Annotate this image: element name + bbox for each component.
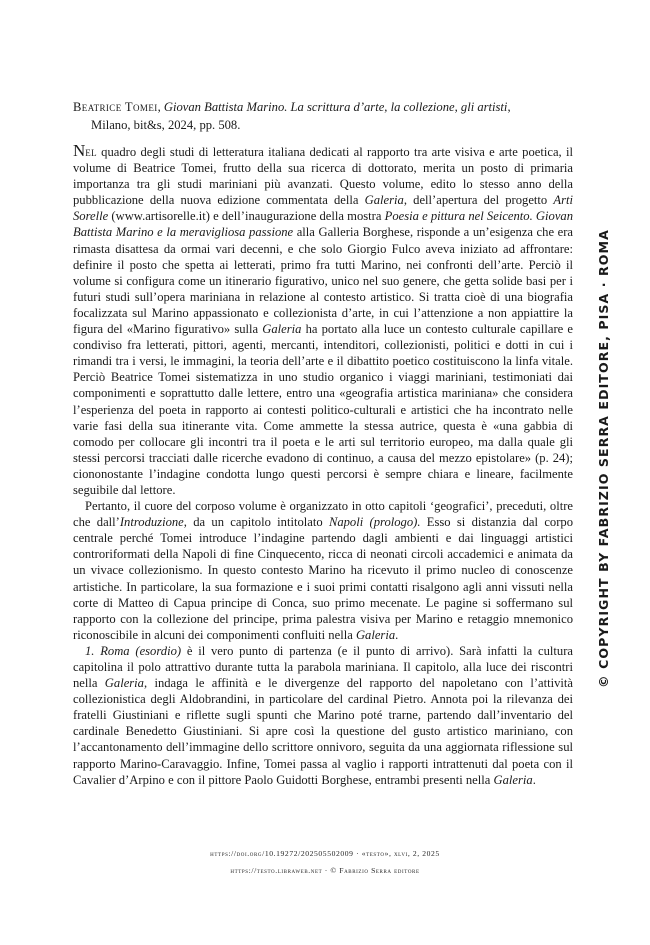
italic-title: Introduzione bbox=[119, 515, 184, 530]
publisher-footer: https://testo.libraweb.net · © Fabrizio Serra editore bbox=[230, 866, 420, 875]
text-run: (www.artisorelle.it) e dell’inaugurazione della mostra bbox=[108, 209, 385, 224]
italic-title: Poesia e pittura nel Seicento. Giovan Battista Marino e la meravigliosa passione bbox=[73, 209, 574, 240]
text-run: Esso si distanzia dal corpo centrale perché Tomei introduce l’indagine partendo dagli ambienti e dai linguaggi artistici controriformati della Napoli di fine Cinquecento, ricca di neonati circoli accademici e animata da un vivace collezionismo. In questo contesto Marino ha ricevuto il primo nucleo di conoscenze artistiche. In particolare, la sua formazione e i suoi primi contatti risalgono agli anni vissuti nella corte di Matteo di Capua principe di Conca, suo primo mecenate. Le pagine si soffermano sul rapporto con la collezione del principe, prima palestra visiva per Marino e retaggio mnemonico riconoscibile in alcuni dei componimenti confluiti nella bbox=[73, 515, 573, 642]
italic-title: Galeria bbox=[104, 676, 144, 691]
citation-separator: , bbox=[157, 100, 164, 114]
text-run: ha portato alla luce un contesto culturale capillare e condiviso fra letterati, pittori, agenti, mercanti, intenditori, collezionisti, politici e dotti in cui i rimandi tra i versi, le immagini, la teoria dell’arte e il dibattito poetico costituiscono la linfa vitale. Perciò Beatrice Tomei sistematizza in uno studio organico i viaggi mariniani, testimoniati dai componimenti e soprattutto dalle lettere, entro una «geografia artistica mariniana» che considera l’esperienza del poeta in rapporto ai contesti politico-culturali e artistici che ha incontrato nelle varie fasi della sua itinerante vita. Come ammette la stessa autrice, questa è «una gabbia di comodo per collocare gli incontri tra il poeta e le arti sul territorio europeo, ma dalla quale gli stessi percorsi tracciati dalle ricerche evadono di continuo, a causa del mezzo epistolare» (p. 24); ciononostante l’indagine condotta lungo questi percorsi è sempre chiara e lineare, facilmente seguibile dal lettore. bbox=[73, 322, 573, 497]
italic-title: Galeria bbox=[493, 772, 533, 787]
citation-author: Beatrice Tomei bbox=[73, 100, 158, 114]
paragraph-2 bbox=[73, 498, 573, 643]
italic-title: Galeria bbox=[364, 193, 404, 208]
chapter-heading: 1. Roma (esordio) bbox=[85, 643, 182, 658]
text-run: è il vero punto di partenza (e il punto di arrivo). Sarà infatti la cultura capitolina il polo attrattivo durante tutta la parabola mariniana. Il capitolo, alla luce dei riscontri nella bbox=[73, 643, 573, 691]
text-run: , da un capitolo intitolato bbox=[183, 515, 329, 530]
doi-footer: https://doi.org/10.19272/202505502009 · «testo», xlvi, 2, 2025 bbox=[210, 849, 440, 858]
citation-separator: , bbox=[507, 100, 511, 114]
text-run: quadro degli studi di letteratura italiana dedicati al rapporto tra arte visiva e arte poetica, il volume di Beatrice Tomei, frutto della sua ricerca di dottorato, merita un posto di primaria importanza tra gli studi mariniani più avanzati. Questo volume, edito lo stesso anno della pubblicazione della nuova edizione commentata della bbox=[73, 145, 573, 208]
text-run: , dell’apertura del progetto bbox=[403, 193, 554, 208]
paragraph-3 bbox=[73, 643, 573, 788]
text-run: , indaga le affinità e le divergenze del rapporto del napoletano con l’attività collezionistica degli Aldobrandini, in particolare del cardinal Pietro. Annota poi la rilevanza dei fratelli Giustiniani e riflette sugli spunti che Marino poté trarne, partendo dall’inventario del cardinale Benedetto Giustiniani. Si apre così la questione del gusto artistico mariniano, con l’accantonamento dell’immagine dello scrittore onnivoro, seguita da una aggiornata riflessione sul rapporto Marino-Caravaggio. Infine, Tomei passa al vaglio i rapporti intrattenuti dal poeta con il Cavalier d’Arpino e con il pittore Paolo Guidotti Borghese, entrambi presenti nella bbox=[73, 676, 573, 787]
side-copyright-notice: © COPYRIGHT BY FABRIZIO SERRA EDITORE, PISA · ROMA bbox=[596, 229, 611, 688]
text-run: alla Galleria Borghese, risponde a un’esigenza che era rimasta disattesa da ormai vari decenni, e che solo Giorgio Fulco aveva iniziato ad affrontare: definire il posto che spetta ai letterati, primo fra tutti Marino, nei confronti dell’arte. Perciò il volume si configura come un itinerario figurativo, unico nel suo genere, che getta solide basi per i futuri studi sull’opera mariniana in relazione al contesto artistico. Si tratta cioè di una biografia focalizzata sul Marino appassionato e collezionista d’arte, in cui l’attenzione a non appiattire la figura del «Marino figurativo» sulla bbox=[73, 225, 573, 337]
initial-letter: N bbox=[73, 141, 86, 160]
text-run: Pertanto, il cuore del corposo volume è organizzato in otto capitoli ‘geografici’, preceduti, oltre che dall’ bbox=[73, 499, 573, 530]
review-body bbox=[73, 143, 573, 788]
paragraph-1 bbox=[73, 143, 573, 498]
text-run: . bbox=[395, 627, 399, 642]
lead-letters: el bbox=[85, 145, 97, 159]
book-citation bbox=[73, 99, 573, 134]
italic-title: Galeria bbox=[355, 627, 396, 642]
italic-title: Arti Sorelle bbox=[73, 193, 573, 224]
citation-publication: Milano, bit&s, 2024, pp. 508. bbox=[91, 117, 241, 132]
text-run: . bbox=[532, 772, 536, 787]
italic-title: Galeria bbox=[262, 322, 302, 337]
citation-title: Giovan Battista Marino. La scrittura d’arte, la collezione, gli artisti bbox=[163, 100, 508, 114]
italic-title: Napoli (prologo). bbox=[328, 515, 421, 530]
